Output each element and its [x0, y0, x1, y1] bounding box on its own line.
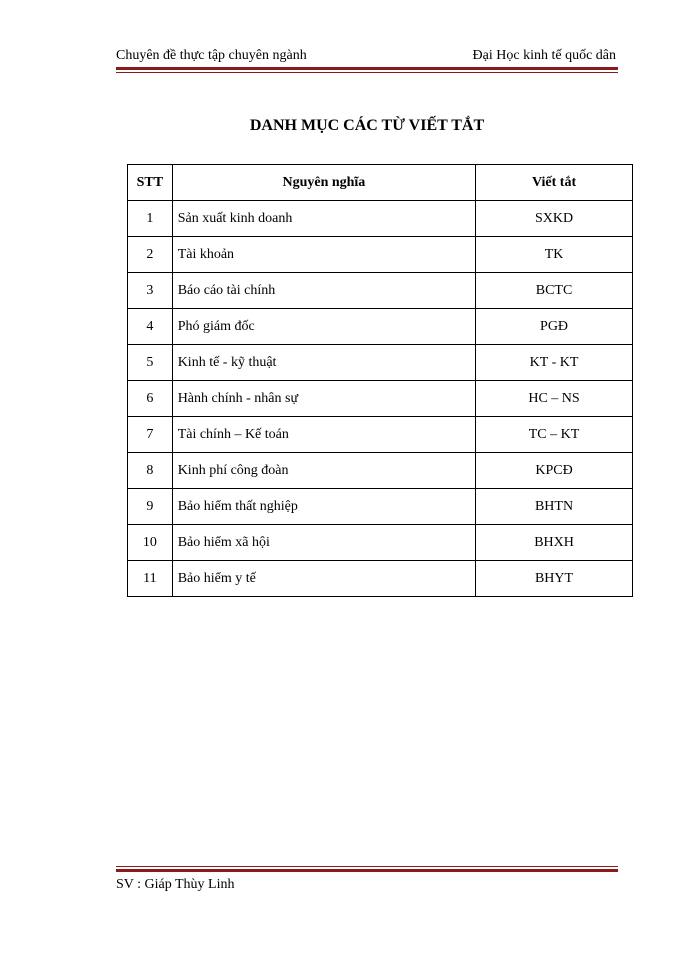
cell-meaning: Kinh tế - kỹ thuật — [172, 345, 475, 381]
cell-abbreviation: HC – NS — [476, 381, 633, 417]
table-row — [128, 201, 633, 237]
cell-meaning: Hành chính - nhân sự — [172, 381, 475, 417]
cell-stt: 11 — [128, 561, 173, 597]
cell-stt: 10 — [128, 525, 173, 561]
table-row — [128, 525, 633, 561]
footer-rule-thick — [116, 869, 618, 872]
header-rule-thin — [116, 72, 618, 73]
cell-meaning: Bảo hiểm thất nghiệp — [172, 489, 475, 525]
cell-meaning: Phó giám đốc — [172, 309, 475, 345]
cell-abbreviation: BHXH — [476, 525, 633, 561]
cell-abbreviation: PGĐ — [476, 309, 633, 345]
column-header-abbreviation: Viết tắt — [476, 165, 633, 201]
table-row — [128, 417, 633, 453]
cell-stt: 3 — [128, 273, 173, 309]
cell-stt: 9 — [128, 489, 173, 525]
table-row — [128, 309, 633, 345]
table-row — [128, 345, 633, 381]
cell-meaning: Sản xuất kinh doanh — [172, 201, 475, 237]
cell-stt: 5 — [128, 345, 173, 381]
cell-meaning: Bảo hiểm y tế — [172, 561, 475, 597]
cell-abbreviation: BHTN — [476, 489, 633, 525]
cell-stt: 8 — [128, 453, 173, 489]
cell-meaning: Tài chính – Kế toán — [172, 417, 475, 453]
footer-student-name: SV : Giáp Thùy Linh — [116, 877, 235, 892]
cell-meaning: Kinh phí công đoàn — [172, 453, 475, 489]
column-header-stt: STT — [128, 165, 173, 201]
cell-abbreviation: BCTC — [476, 273, 633, 309]
table-row — [128, 453, 633, 489]
page-title: DANH MỤC CÁC TỪ VIẾT TẮT — [249, 117, 485, 134]
header-left-text: Chuyên đề thực tập chuyên ngành — [116, 48, 307, 63]
cell-stt: 4 — [128, 309, 173, 345]
cell-abbreviation: KPCĐ — [476, 453, 633, 489]
cell-abbreviation: BHYT — [476, 561, 633, 597]
cell-abbreviation: TC – KT — [476, 417, 633, 453]
column-header-meaning: Nguyên nghĩa — [172, 165, 475, 201]
footer-rule-thin — [116, 866, 618, 867]
cell-stt: 2 — [128, 237, 173, 273]
cell-stt: 6 — [128, 381, 173, 417]
header-rule-thick — [116, 67, 618, 70]
cell-abbreviation: KT - KT — [476, 345, 633, 381]
table-header-row — [128, 165, 633, 201]
cell-meaning: Tài khoản — [172, 237, 475, 273]
table-body — [128, 201, 633, 597]
cell-stt: 7 — [128, 417, 173, 453]
table-row — [128, 237, 633, 273]
cell-abbreviation: TK — [476, 237, 633, 273]
table-row — [128, 489, 633, 525]
cell-meaning: Bảo hiểm xã hội — [172, 525, 475, 561]
cell-abbreviation: SXKD — [476, 201, 633, 237]
abbreviation-table — [127, 164, 633, 597]
cell-meaning: Báo cáo tài chính — [172, 273, 475, 309]
table-row — [128, 273, 633, 309]
header-right-text: Đại Học kinh tế quốc dân — [472, 48, 616, 63]
table-row — [128, 381, 633, 417]
cell-stt: 1 — [128, 201, 173, 237]
table-row — [128, 561, 633, 597]
